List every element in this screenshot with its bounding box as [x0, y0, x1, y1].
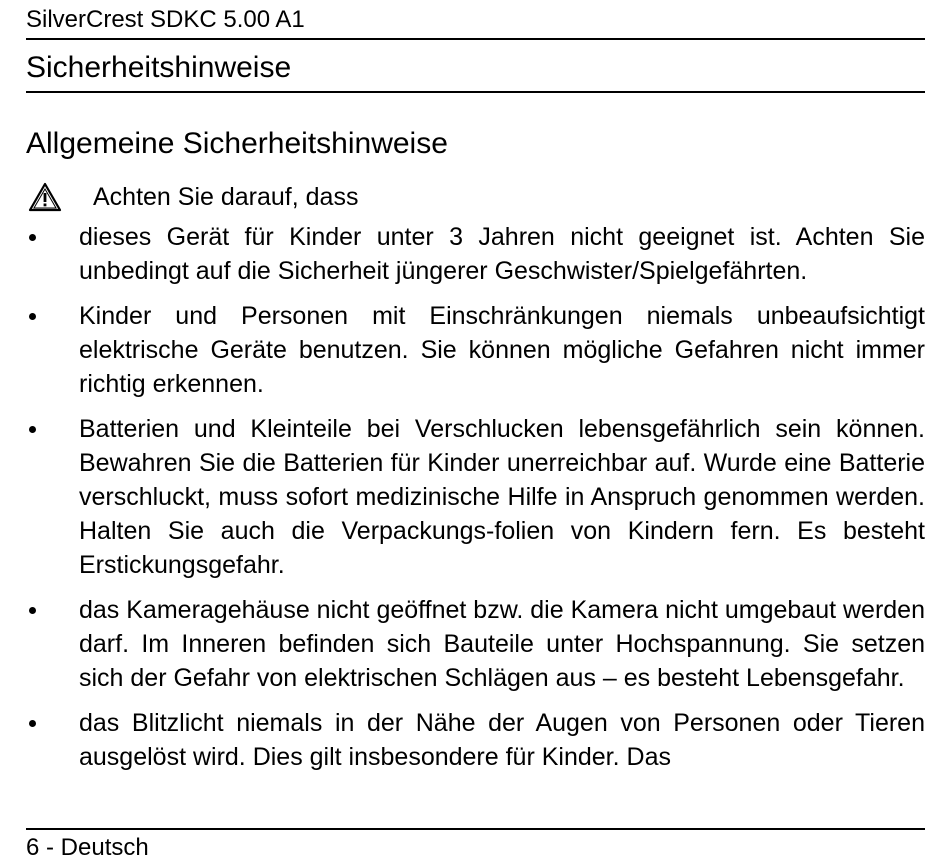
subheading: Allgemeine Sicherheitshinweise — [26, 127, 448, 160]
header-model: SilverCrest SDKC 5.00 A1 — [26, 6, 305, 33]
warning-intro: Achten Sie darauf, dass — [93, 183, 359, 211]
section-title: Sicherheitshinweise — [26, 51, 292, 84]
safety-bullet-list — [26, 220, 925, 785]
bullet-text: das Kameragehäuse nicht geöffnet bzw. die Kamera nicht umgebaut werden darf. Im Inneren befinden sich Bauteile unter Hochspannung. Sie setzen sich der Gefahr von elektrischen Schlägen aus – es besteht Lebensgefahr. — [79, 596, 925, 692]
bullet-text: Kinder und Personen mit Einschränkungen niemals unbeaufsichtigt elektrische Geräte benutzen. Sie können mögliche Gefahren nicht immer richtig erkennen. — [79, 302, 925, 398]
manual-page — [26, 0, 925, 867]
bullet-icon — [29, 234, 36, 241]
list-item — [26, 299, 925, 401]
bullet-icon — [29, 426, 36, 433]
page-number: 6 - Deutsch — [26, 834, 149, 861]
list-item — [26, 593, 925, 695]
list-item — [26, 412, 925, 582]
list-item — [26, 706, 925, 774]
warning-line — [26, 180, 925, 214]
bullet-icon — [29, 720, 36, 727]
bullet-text: Batterien und Kleinteile bei Verschlucken lebensgefährlich sein können. Bewahren Sie die Batterien für Kinder unerreichbar auf. Wurde eine Batterie verschluckt, muss sofort medizinische Hilfe in Anspruch genommen werden. Halten Sie auch die Verpackungs-folien von Kindern fern. Es besteht Erstickungsgefahr. — [79, 415, 925, 579]
bullet-icon — [29, 313, 36, 320]
list-item — [26, 220, 925, 288]
warning-triangle-icon — [28, 182, 62, 212]
header-rule-top — [26, 38, 925, 40]
bullet-text: das Blitzlicht niemals in der Nähe der Augen von Personen oder Tieren ausgelöst wird. Dies gilt insbesondere für Kinder. Das — [79, 709, 925, 771]
header-rule-bottom — [26, 91, 925, 93]
bullet-icon — [29, 607, 36, 614]
bullet-text: dieses Gerät für Kinder unter 3 Jahren nicht geeignet ist. Achten Sie unbedingt auf die Sicherheit jüngerer Geschwister/Spielgefährten. — [79, 223, 925, 285]
footer-rule — [26, 828, 925, 830]
